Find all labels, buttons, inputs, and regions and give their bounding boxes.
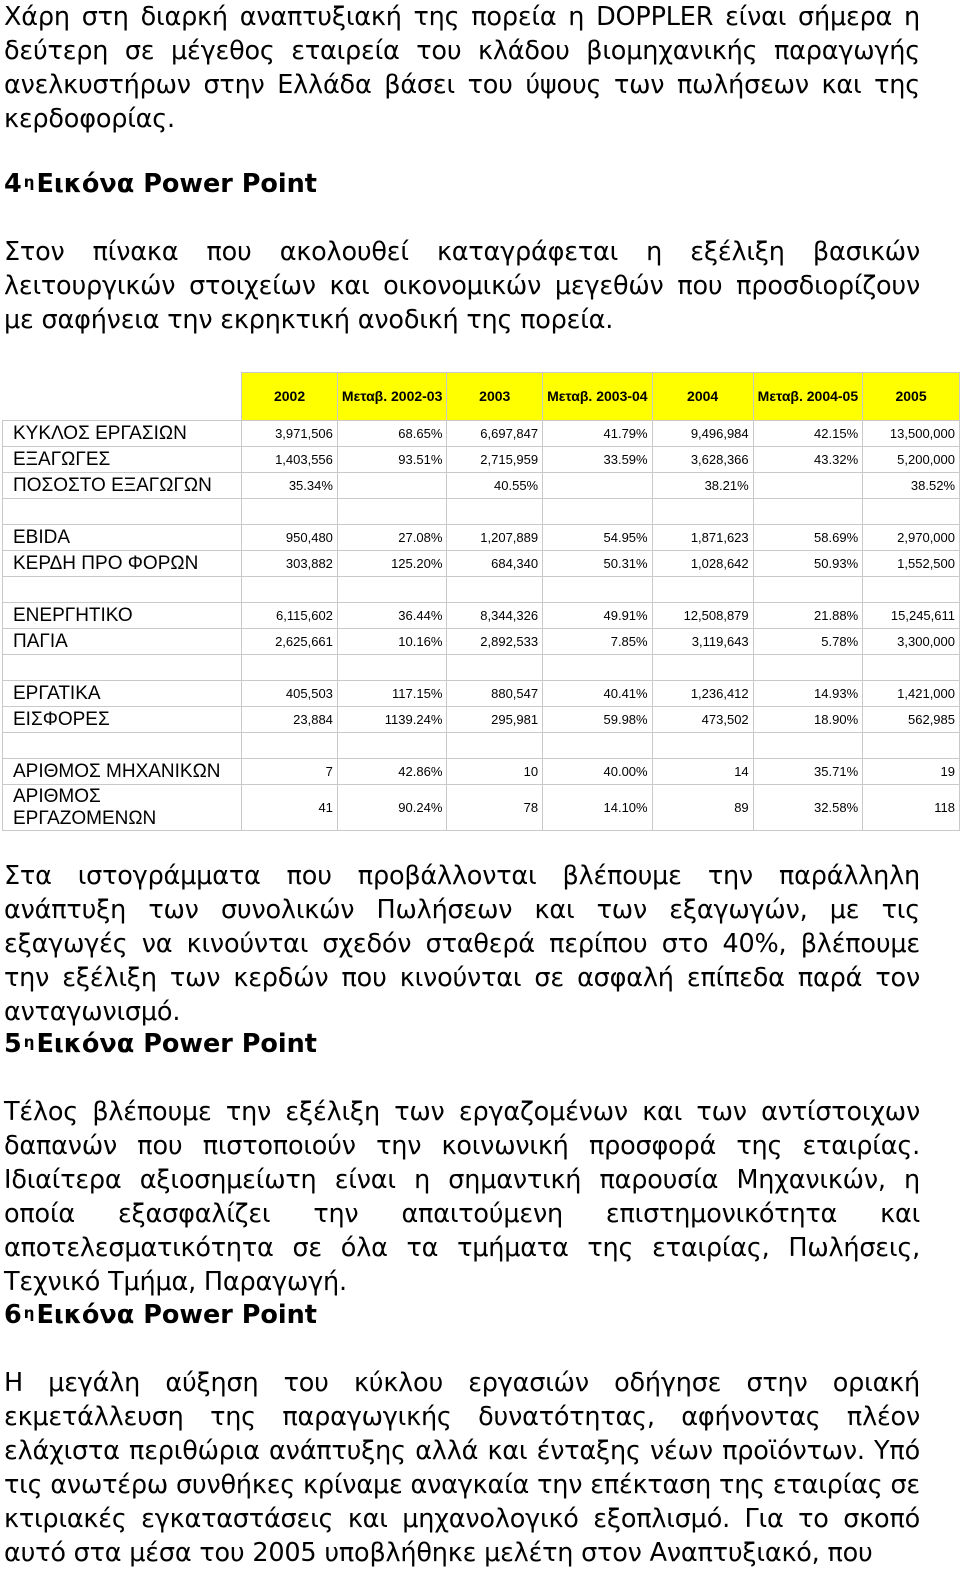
table-cell: 1,552,500 (863, 551, 960, 577)
row-label: ΑΡΙΘΜΟΣ ΜΗΧΑΝΙΚΩΝ (3, 759, 242, 785)
table-cell (863, 655, 960, 681)
table-intro-paragraph: Στον πίνακα που ακολουθεί καταγράφεται η εξέλιξη βασικών λειτουργικών στοιχείων και οικονομικών μεγεθών που προσδιορίζουν με σαφήνεια την εκρηκτική ανοδική της πορεία. (4, 237, 920, 335)
table-cell: 40.41% (543, 681, 652, 707)
table-cell (242, 733, 338, 759)
heading-slide-4 (4, 167, 317, 201)
table-cell: 880,547 (447, 681, 543, 707)
table-cell (652, 655, 753, 681)
table-cell: 36.44% (337, 603, 446, 629)
table-cell: 50.31% (543, 551, 652, 577)
table-cell: 2,892,533 (447, 629, 543, 655)
table-cell: 1,871,623 (652, 525, 753, 551)
table-cell (753, 577, 862, 603)
table-cell: 295,981 (447, 707, 543, 733)
table-cell (242, 655, 338, 681)
header-cell: 2004 (652, 373, 753, 421)
row-label: ΚΕΡΔΗ ΠΡΟ ΦΟΡΩΝ (3, 551, 242, 577)
header-cell: Μεταβ. 2003-04 (543, 373, 652, 421)
heading-number: 5 (4, 1029, 22, 1059)
table-cell (652, 499, 753, 525)
table-cell (337, 733, 446, 759)
intro-paragraph: Χάρη στη διαρκή αναπτυξιακή της πορεία η DOPPLER είναι σήμερα η δεύτερη σε μέγεθος εταιρεία του κλάδου βιομηχανικής παραγωγής ανελκυστήρων στην Ελλάδα βάσει του ύψους των πωλήσεων και της κερδοφορίας. (4, 2, 920, 134)
heading-text: Εικόνα Power Point (36, 1029, 317, 1059)
table-cell: 8,344,326 (447, 603, 543, 629)
table-cell (652, 733, 753, 759)
table-cell: 118 (863, 785, 960, 831)
table-cell: 125.20% (337, 551, 446, 577)
table-cell: 38.52% (863, 473, 960, 499)
table-cell: 10 (447, 759, 543, 785)
table-cell: 1,236,412 (652, 681, 753, 707)
table-cell (753, 733, 862, 759)
table-cell: 7.85% (543, 629, 652, 655)
table-cell: 9,496,984 (652, 421, 753, 447)
table-cell: 13,500,000 (863, 421, 960, 447)
table-cell: 18.90% (753, 707, 862, 733)
table-cell (753, 473, 862, 499)
table-cell (337, 499, 446, 525)
table-cell: 950,480 (242, 525, 338, 551)
table-cell: 68.65% (337, 421, 446, 447)
table-row (3, 759, 960, 785)
table-cell (863, 577, 960, 603)
heading-text: Εικόνα Power Point (36, 1300, 317, 1330)
table-cell (543, 473, 652, 499)
table-cell: 562,985 (863, 707, 960, 733)
table-cell (447, 655, 543, 681)
row-label (3, 655, 242, 681)
table-cell: 21.88% (753, 603, 862, 629)
row-label: ΠΑΓΙΑ (3, 629, 242, 655)
table-cell (543, 499, 652, 525)
header-cell: Μεταβ. 2002-03 (337, 373, 446, 421)
table-cell: 473,502 (652, 707, 753, 733)
row-label (3, 577, 242, 603)
table-cell (337, 473, 446, 499)
table-cell (242, 577, 338, 603)
row-label: EBIDA (3, 525, 242, 551)
table-row (3, 629, 960, 655)
table-cell: 50.93% (753, 551, 862, 577)
table-cell (543, 655, 652, 681)
table-cell: 3,628,366 (652, 447, 753, 473)
table-cell (863, 499, 960, 525)
table-row (3, 473, 960, 499)
table-cell (753, 655, 862, 681)
table-cell (447, 733, 543, 759)
table-cell: 93.51% (337, 447, 446, 473)
table-cell: 40.00% (543, 759, 652, 785)
row-label (3, 733, 242, 759)
table-cell: 78 (447, 785, 543, 831)
table-cell: 90.24% (337, 785, 446, 831)
table-cell: 5.78% (753, 629, 862, 655)
table-cell: 27.08% (337, 525, 446, 551)
table-cell: 2,625,661 (242, 629, 338, 655)
header-cell: 2005 (863, 373, 960, 421)
table-cell: 40.55% (447, 473, 543, 499)
table-cell (447, 577, 543, 603)
table-cell: 6,115,602 (242, 603, 338, 629)
table-cell (337, 577, 446, 603)
heading-slide-6 (4, 1298, 317, 1332)
employees-paragraph: Τέλος βλέπουμε την εξέλιξη των εργαζομένων και των αντίστοιχων δαπανών που πιστοποιούν την κοινωνική προσφορά της εταιρίας. Ιδιαίτερα αξιοσημείωτη είναι η σημαντική παρουσία Μηχανικών, η οποία εξασφαλίζει την απαιτούμενη επιστημονικότητα και αποτελεσματικότητα σε όλα τα τμήματα της εταιρίας, Πωλήσεις, Τεχνικό Τμήμα, Παραγωγή. (4, 1097, 920, 1297)
row-label: ΠΟΣΟΣΤΟ ΕΞΑΓΩΓΩΝ (3, 473, 242, 499)
table-cell (863, 733, 960, 759)
row-label: ΚΥΚΛΟΣ ΕΡΓΑΣΙΩΝ (3, 421, 242, 447)
table-cell: 15,245,611 (863, 603, 960, 629)
table-cell: 32.58% (753, 785, 862, 831)
table-cell: 58.69% (753, 525, 862, 551)
row-label: ΕΙΣΦΟΡΕΣ (3, 707, 242, 733)
table-header-row (3, 373, 960, 421)
expansion-paragraph: Η μεγάλη αύξηση του κύκλου εργασιών οδήγησε στην οριακή εκμετάλλευση της παραγωγικής δυνατότητας, αφήνοντας πλέον ελάχιστα περιθώρια ανάπτυξης αλλά και ένταξης νέων προϊόντων. Υπό τις ανωτέρω συνθήκες κρίναμε αναγκαία την επέκταση της εταιρίας σε κτιριακές εγκαταστάσεις και μηχανολογικό εξοπλισμό. Για το σκοπό αυτό στα μέσα του 2005 υποβλήθηκε μελέτη στον Αναπτυξιακό, που (4, 1368, 920, 1568)
table-cell: 35.71% (753, 759, 862, 785)
table-row (3, 707, 960, 733)
table-cell: 405,503 (242, 681, 338, 707)
row-label: ΕΞΑΓΩΓΕΣ (3, 447, 242, 473)
table-row (3, 499, 960, 525)
table-cell: 35.34% (242, 473, 338, 499)
heading-superscript: η (23, 173, 35, 191)
table-cell (337, 655, 446, 681)
table-cell: 14.93% (753, 681, 862, 707)
table-cell: 5,200,000 (863, 447, 960, 473)
table-cell: 41.79% (543, 421, 652, 447)
table-cell: 43.32% (753, 447, 862, 473)
financial-table (2, 372, 960, 831)
table-cell: 7 (242, 759, 338, 785)
table-cell (242, 499, 338, 525)
table-cell: 33.59% (543, 447, 652, 473)
row-label: ΑΡΙΘΜΟΣ ΕΡΓΑΖΟΜΕΝΩΝ (3, 785, 242, 831)
heading-slide-5 (4, 1027, 317, 1061)
table-cell: 12,508,879 (652, 603, 753, 629)
heading-superscript: η (23, 1304, 35, 1322)
table-cell: 117.15% (337, 681, 446, 707)
table-cell: 6,697,847 (447, 421, 543, 447)
table-cell: 1,028,642 (652, 551, 753, 577)
table-cell (753, 499, 862, 525)
table-cell: 1,421,000 (863, 681, 960, 707)
table-row (3, 447, 960, 473)
header-cell: Μεταβ. 2004-05 (753, 373, 862, 421)
table-cell: 1,403,556 (242, 447, 338, 473)
table-cell: 1,207,889 (447, 525, 543, 551)
heading-text: Εικόνα Power Point (36, 169, 317, 199)
table-cell: 41 (242, 785, 338, 831)
table-row (3, 421, 960, 447)
table-cell: 89 (652, 785, 753, 831)
header-cell: 2003 (447, 373, 543, 421)
table-cell: 38.21% (652, 473, 753, 499)
table-cell (543, 577, 652, 603)
table-row (3, 577, 960, 603)
table-cell: 54.95% (543, 525, 652, 551)
table-cell: 2,715,959 (447, 447, 543, 473)
table-cell (543, 733, 652, 759)
table-cell: 49.91% (543, 603, 652, 629)
table-cell: 19 (863, 759, 960, 785)
table-cell: 42.86% (337, 759, 446, 785)
table-row (3, 733, 960, 759)
row-label (3, 499, 242, 525)
table-cell: 42.15% (753, 421, 862, 447)
heading-number: 4 (4, 169, 22, 199)
row-label: ΕΡΓΑΤΙΚΑ (3, 681, 242, 707)
table-cell: 684,340 (447, 551, 543, 577)
header-cell: 2002 (242, 373, 338, 421)
table-row (3, 681, 960, 707)
table-cell: 14 (652, 759, 753, 785)
table-cell: 3,971,506 (242, 421, 338, 447)
header-blank-cell (3, 373, 242, 421)
table-row (3, 785, 960, 831)
table-row (3, 551, 960, 577)
table-cell: 59.98% (543, 707, 652, 733)
table-row (3, 525, 960, 551)
table-cell: 1139.24% (337, 707, 446, 733)
table-row (3, 603, 960, 629)
table-cell: 303,882 (242, 551, 338, 577)
table-cell (447, 499, 543, 525)
row-label: ΕΝΕΡΓΗΤΙΚΟ (3, 603, 242, 629)
table-cell (652, 577, 753, 603)
table-cell: 14.10% (543, 785, 652, 831)
heading-number: 6 (4, 1300, 22, 1330)
table-cell: 23,884 (242, 707, 338, 733)
table-cell: 3,119,643 (652, 629, 753, 655)
table-cell: 10.16% (337, 629, 446, 655)
heading-superscript: η (23, 1033, 35, 1051)
table-row (3, 655, 960, 681)
table-cell: 2,970,000 (863, 525, 960, 551)
table-cell: 3,300,000 (863, 629, 960, 655)
histogram-paragraph: Στα ιστογράμματα που προβάλλονται βλέπουμε την παράλληλη ανάπτυξη των συνολικών Πωλήσεων και των εξαγωγών, με τις εξαγωγές να κινούνται σχεδόν σταθερά περίπου στο 40%, βλέπουμε την εξέλιξη των κερδών που κινούνται σε ασφαλή επίπεδα παρά τον ανταγωνισμό. (4, 861, 920, 1027)
